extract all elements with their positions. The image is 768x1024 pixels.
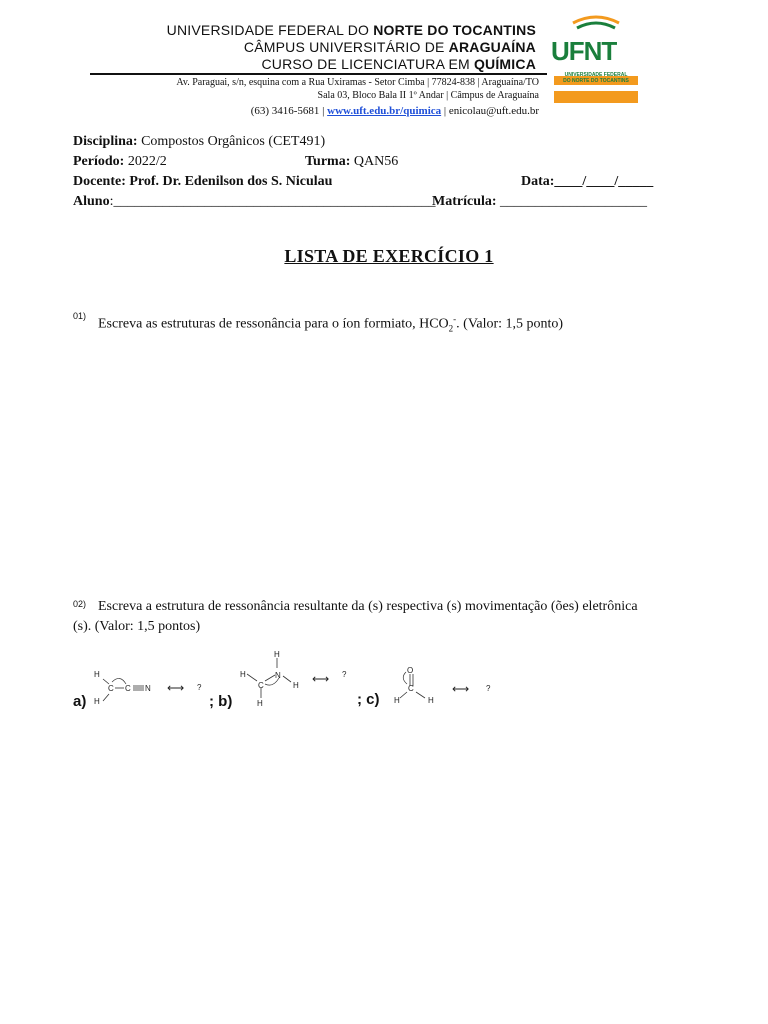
atom-n: N bbox=[145, 684, 151, 693]
question-mark-b: ? bbox=[342, 670, 347, 679]
header-address-2: Sala 03, Bloco Bala II 1º Andar | Câmpus de Araguaína bbox=[317, 90, 539, 101]
turma-field: Turma: QAN56 bbox=[305, 154, 399, 169]
question-mark-c: ? bbox=[486, 684, 491, 693]
atom-h: H bbox=[240, 670, 246, 679]
atom-h: H bbox=[394, 696, 400, 705]
disciplina-field: Disciplina: Compostos Orgânicos (CET491) bbox=[73, 134, 326, 149]
logo-subtitle-1: UNIVERSIDADE FEDERAL bbox=[564, 72, 628, 78]
q1-number: 01) bbox=[73, 311, 87, 321]
atom-h: H bbox=[257, 699, 263, 708]
header-rule bbox=[90, 73, 547, 75]
header-address-1: Av. Paraguai, s/n, esquina com a Rua Uxiramas - Setor Cimba | 77824-838 | Araguaína/TO bbox=[176, 77, 539, 88]
atom-o: O bbox=[407, 666, 414, 675]
q2-number: 02) bbox=[73, 599, 87, 609]
header-course: CURSO DE LICENCIATURA EM QUÍMICA bbox=[261, 56, 536, 72]
periodo-field: Período: 2022/2 bbox=[73, 154, 167, 169]
header-university: UNIVERSIDADE FEDERAL DO NORTE DO TOCANTINS bbox=[166, 22, 536, 38]
atom-h: H bbox=[428, 696, 434, 705]
atom-h: H bbox=[94, 670, 100, 679]
logo-wordmark: UFNT bbox=[551, 36, 617, 66]
resonance-arrow-a: ⟷ bbox=[167, 681, 185, 695]
resonance-arrow-b: ⟷ bbox=[312, 672, 330, 686]
option-a-label: a) bbox=[73, 693, 87, 710]
website-link[interactable]: www.uft.edu.br/quimica bbox=[327, 105, 442, 117]
logo-subtitle-2: DO NORTE DO TOCANTINS bbox=[563, 78, 629, 84]
page-title: LISTA DE EXERCÍCIO 1 bbox=[284, 246, 494, 266]
matricula-field[interactable]: Matrícula: _____________________ bbox=[432, 194, 648, 209]
header-contact: (63) 3416-5681 | www.uft.edu.br/quimica | enicolau@uft.edu.br bbox=[250, 105, 539, 117]
atom-h: H bbox=[293, 681, 299, 690]
q2-text-line2: (s). (Valor: 1,5 pontos) bbox=[73, 619, 201, 634]
resonance-arrow-c: ⟷ bbox=[452, 682, 470, 696]
atom-n: N bbox=[275, 671, 281, 680]
docente-field: Docente: Prof. Dr. Edenilson dos S. Niculau bbox=[73, 174, 333, 189]
atom-c: C bbox=[108, 684, 114, 693]
option-c-label: ; c) bbox=[357, 691, 380, 708]
structure-b-drawing bbox=[235, 648, 355, 710]
q1-text: Escreva as estruturas de ressonância para o íon formiato, $HCO_2^-$. (Valor: 1,5 ponto) bbox=[98, 314, 564, 334]
aluno-field[interactable]: Aluno:______________________________________________ bbox=[73, 194, 436, 209]
option-b-label: ; b) bbox=[209, 693, 233, 710]
atom-h: H bbox=[274, 650, 280, 659]
question-mark-a: ? bbox=[197, 683, 202, 692]
q2-text-line1: Escreva a estrutura de ressonância resultante da (s) respectiva (s) movimentação (ões) eletrônica bbox=[98, 599, 638, 614]
atom-c: C bbox=[125, 684, 131, 693]
atom-c: C bbox=[408, 684, 414, 693]
atom-c: C bbox=[258, 681, 264, 690]
header-campus: CÂMPUS UNIVERSITÁRIO DE ARAGUAÍNA bbox=[243, 39, 536, 55]
atom-h: H bbox=[94, 697, 100, 706]
data-field[interactable]: Data:____/____/_____ bbox=[521, 174, 654, 189]
